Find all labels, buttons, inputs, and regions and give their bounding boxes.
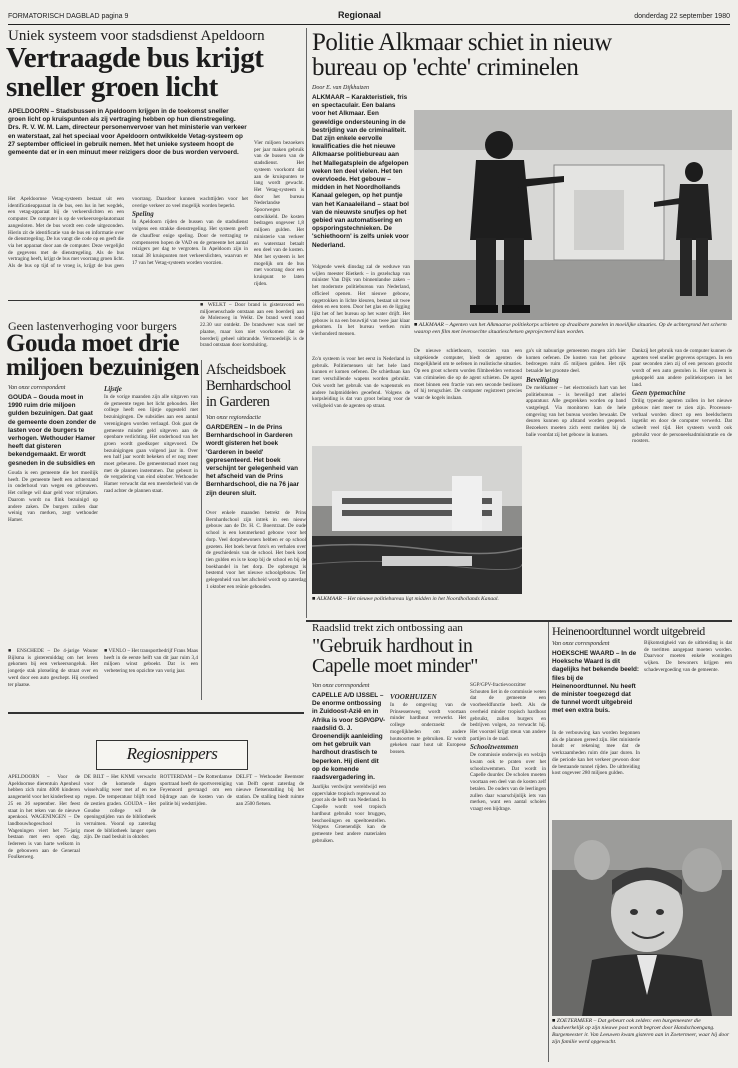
alkmaar-body-5: De meldkamer – het electronisch hart van het politiebureau – is beveiligd met allerlei apparatuur. Alle gesprekken worden op band vastgelegd. Via monitoren kan de hele omgeving van het bureau worden bewaakt. De deuren kunnen op afstand worden geopend. Bezoekers moeten zich eerst melden bij de balie voordat zij het gebouw in kunnen. <box>526 384 626 438</box>
capelle-body-col2 <box>390 692 466 1056</box>
regio-col1 <box>8 774 80 1062</box>
regio-item-6: DELFT – Wethouder Beemster van Delft opent zaterdag de nieuwe fietsenstalling bij het station. De stalling biedt ruimte aan 2500 fietsen. <box>236 774 304 807</box>
regio-item-3: DE BILT – Het KNMI verwacht voor de komende dagen wisselvallig weer met af en toe regen. De temperatuur blijft rond de zestien graden. <box>84 774 156 807</box>
mayor-illustration <box>552 820 732 1016</box>
shooting-range-illustration <box>414 110 732 320</box>
regio-item-4: GOUDA – Het Goudse college wil de openingstijden van de bibliotheek verruimen. Vooral op zaterdag moet de bibliotheek langer open zijn. De raad besluit in oktober. <box>84 800 156 841</box>
alkmaar-byline: Door E. van Dijkhuizen <box>312 85 369 91</box>
afscheid-headline-line1: Afscheidsboek <box>206 362 286 378</box>
bus-body-2: In Apeldoorn rijden de bussen van de stadsdienst volgens een strakke dienstregeling. Het systeem geeft de chauffeur enige speling. Door de vertraging te compenseren hopen de VAD en de gemeente het aantal reizigers per dag te vergroten. In Apeldoorn zijn in totaal 38 kruispunten met verkeerslichten, waarvan er 17 van het Vetag-systeem worden voorzien. <box>132 219 248 266</box>
bus-body-col3: Vier miljoen bezoekers per jaar maken gebruik van de bussen van de stadsdienst. Het systeem voorkomt dat aan de kruispunten te lang wordt gewacht. Het Vetag-systeem is door het bureau Nederlandse Spoorwegen ontwikkeld. De kosten bedragen ongeveer 1,8 miljoen gulden. Het ministerie van verkeer en waterstaat betaalt een deel van de kosten. Met het systeem is het mogelijk om de bus met voorrang door een kruispunt te laten rijden. <box>254 140 304 287</box>
capelle-subhead-voorhuizen: VOORHUIZEN <box>390 693 437 701</box>
brand-brief: ■ WELKT – Door brand is gisteravond een miljoenenschade ontstaan aan een boerderij aan de Molenweg in Welkt. De brand werd rond 22.30 uur ontdekt. De brandweer was snel ter plaatse, maar kon niet voorkomen dat de boerderij geheel uitbrandde. Vermoedelijk is de brand ontstaan door kortsluiting. <box>200 302 304 349</box>
capelle-headline <box>312 636 542 676</box>
regio-title: Regiosnippers <box>126 744 218 763</box>
brand-brief-text: WELKT – Door brand is gisteravond een miljoenenschade ontstaan aan een boerderij aan de Molenweg in Welkt. De brand werd rond 22.30 uur ontdekt. De brandweer was snel ter plaatse, maar kon niet voorkomen dat de boerderij geheel uitbrandde. Vermoedelijk is de brand ontstaan door kortsluiting. <box>200 302 304 349</box>
gouda-kicker: Geen lastenverhoging voor burgers <box>8 319 177 333</box>
regio-item-2: WAGENINGEN – De landbouwhogeschool in Wageningen viert het 75-jarig bestaan met een open dag. Iedereen is van harte welkom in de gebouwen aan de Generaal Foulkesweg. <box>8 814 80 861</box>
afscheid-body <box>206 510 306 700</box>
bus-headline <box>6 44 302 102</box>
gouda-body-col2 <box>104 384 198 642</box>
capelle-byline: Van onze correspondent <box>312 683 370 689</box>
regio-col4 <box>236 774 304 1062</box>
gouda-body-3: De bezuinigingen gaan volgend jaar in. Over een half jaar wordt bekeken of er nog meer moet gebeuren. De gemeenteraad moet nog met de plannen instemmen. Dat gebeurt in de vergadering van eind oktober. Wethouder Hamer verwacht dat een meerderheid van de raad achter de plannen staat. <box>104 440 198 494</box>
afscheid-headline-line3: in Garderen <box>206 394 270 410</box>
gouda-body-1: Gouda is een gemeente die het moeilijk heeft. De gemeente heeft een achterstand in onderhoud van wegen en gebouwen. Het college wil daar geld voor vrijmaken. Daarom wordt nu flink bezuinigd op andere zaken. De burgers zullen daar weinig van merken, zegt wethouder Hamer. <box>8 470 98 523</box>
gouda-subhead-lijstje: Lijstje <box>104 385 122 393</box>
gouda-headline-line1: Gouda moet drie <box>6 332 180 357</box>
regio-title-box <box>96 740 248 770</box>
capelle-body-3: SGP/GPV-fractievoorzitter Schouten liet in de commissie weten dat de gemeente een voorbeeldfunctie heeft. Als de overheid minder tropisch hardhout gebruikt, zullen burgers en bedrijven volgen, zo verwacht hij. Het voorstel krijgt steun van andere partijen in de raad. <box>470 682 546 742</box>
alkmaar-body-col3 <box>526 348 626 608</box>
capelle-body-col1: Jaarlijks verdwijnt wereldwijd een oppervlakte tropisch regenwoud zo groot als de helft van Nederland. In Capelle wordt veel tropisch hardhout gebruikt voor bruggen, beschoeiingen en speeltoestellen. Volgens Groenendijk kan de gemeente best andere materialen gebruiken. <box>312 784 386 844</box>
alkmaar-subhead-beveiliging: Beveiliging <box>526 375 559 384</box>
afscheid-byline: Van onze regioredactie <box>206 415 261 421</box>
regio-col3 <box>160 774 232 1062</box>
capelle-body-4: De commissie onderwijs en welzijn kwam ook te praten over het schoolzwemmen. Dat wordt in Capelle duurder. De scholen moeten voortaan een deel van de kosten zelf betalen. De ouders van de leerlingen zullen daar waarschijnlijk iets van merken, want een aantal scholen vraagt een bijdrage. <box>470 752 546 812</box>
alkmaar-body-2: De nieuwe schiethoorn, voorzien van een uitgekiende computer, biedt de agenten de mogelijkheid om te oefenen in realistische situaties. Op een groot scherm worden filmbeelden vertoond van criminelen die op de agent schieten. De agent moet binnen een fractie van een seconde beslissen of hij terugschiet. De computer registreert precies waar de kogels inslaan. <box>414 348 522 401</box>
regio-item-1: APELDOORN – Voor de Apeldoornse dierentuin Apenheul hebben zich ruim 4000 kinderen aangemeld voor het kinderfeest op 25 en 26 september. Het feest staat in het teken van de nieuwe apenkooi. <box>8 774 80 821</box>
mayor-caption: ■ ZOETERMEER – Dat gebeurt ook zelden: een burgemeester die daadwerkelijk op zijn nieuwe post wordt begroet door Handschoengang. Burgemeester ir. Van Leeuwen kwam gisteren aan in Zoetermeer, waar hij door zijn familie werd opgewacht. <box>552 1018 730 1045</box>
shooting-range-photo <box>414 110 732 320</box>
alkmaar-headline-line1: Politie Alkmaar schiet in nieuw <box>312 30 612 56</box>
heinenoord-lead: HOEKSCHE WAARD – In de Hoeksche Waard is dit dagelijks het bekende beeld: files bij de Heinenoordtunnel. Nu heeft de minister toegezegd dat de tunnel wordt uitgebreid met een extra buis. <box>552 650 640 715</box>
paper-name: FORMATORISCH DAGBLAD pagina 9 <box>8 13 129 20</box>
afscheid-body-1: Over enkele maanden betrekt de Prins Bernhardschool zijn intrek in een nieuw gebouw aan de Dr. H. C. Boerstraat. De oude school is een kenmerkend gebouw voor het dorp. Veel dorpsbewoners hebben er op school gezeten. Het boek bevat foto's en verhalen over de geschiedenis van de school. <box>206 510 306 557</box>
capelle-headline-line1: "Gebruik hardhout in <box>312 636 473 657</box>
gouda-headline <box>6 332 200 380</box>
venlo-brief-text: VENLO – Het transportbedrijf Frans Maas heeft in de eerste helft van dit jaar ruim 3,4 miljoen winst geboekt. Dat is een verbetering ten opzichte van vorig jaar. <box>104 648 198 675</box>
regio-item-5: ROTTERDAM – De Rotterdamse sportraad heeft de sportvereniging Feyenoord gevraagd om een bijdrage aan de kosten van de politie bij wedstrijden. <box>160 774 232 807</box>
mayor-photo <box>552 820 732 1016</box>
capelle-headline-line2: Capelle moet minder" <box>312 655 478 676</box>
gouda-body-2: In de vorige maanden zijn alle uitgaven van de gemeente tegen het licht gehouden. Het college heeft een lijstje opgesteld met bezuinigingen. De subsidies aan een aantal verenigingen worden verlaagd. Ook gaat de gemeente minder geld uitgeven aan de openbare verlichting. Het onderhoud van het groen wordt goedkoper uitgevoerd. <box>104 394 198 447</box>
bus-lead: APELDOORN – Stadsbussen in Apeldoorn krijgen in de toekomst sneller groen licht op kruispunten als zij vertraging hebben op hun dienstregeling. Drs. R. V. W. M. Lam, directeur personenvervoer van het ministerie van verkeer en waterstaat, zal het speciaal voor Apeldoorn ontwikkelde Vetag-systeem op 27 september officieel in gebruik nemen. Met het unieke systeem hoopt de gemeente dat er in een minuut meer reizigers door de bus worden vervoerd. <box>8 108 247 157</box>
heinenoord-byline: Van onze correspondent <box>552 641 610 647</box>
afscheid-lead: GARDEREN – In de Prins Bernhardschool in Garderen wordt gisteren het boek 'Garderen in beeld' gepresenteerd. Het boek verschijnt ter gelegenheid van het afscheid van de Prins Bernhardschool, die na 76 jaar zijn deuren sluit. <box>206 424 300 497</box>
heinenoord-headline: Heinenoordtunnel wordt uitgebreid <box>552 624 705 638</box>
section-name: Regionaal <box>338 10 382 20</box>
capelle-lead: CAPELLE A/D IJSSEL – De enorme ontbossing in Zuidoost-Azië en in Afrika is voor SGP/GPV-raadslid G. J. Groenendijk aanleiding om het gebruik van hardhout drastisch te beperken. Hij dient dit op de komende raadsvergadering in. <box>312 692 386 782</box>
mayor-caption-text: ZOETERMEER – Dat gebeurt ook zelden: een burgemeester die daadwerkelijk op zijn nieuwe post wordt begroet door Handschoengang. Burgemeester ir. Van Leeuwen kwam gisteren aan in Zoetermeer, waar hij door zijn familie werd opgewacht. <box>552 1018 730 1045</box>
heinenoord-body-1: In de verbouwing kan worden begonnen als de plannen gereed zijn. Het ministerie houdt er rekening mee dat de werkzaamheden ruim drie jaar duren. In die periode kan het verkeer gewoon door de bestaande tunnel rijden. De uitbreiding kost ongeveer 280 miljoen gulden. <box>552 730 640 777</box>
gouda-lead: GOUDA – Gouda moet in 1990 ruim drie miljoen gulden bezuinigen. Dat gaat de gemeente doen zonder de lasten voor de burgers te verhogen. Wethouder Hamer heeft dat gisteren bekendgemaakt. Er wordt gesneden in de subsidies en <box>8 394 97 467</box>
bus-subhead-speling: Speling <box>132 210 154 219</box>
gouda-headline-line2: miljoen bezuinigen <box>6 354 200 380</box>
bus-headline-line2: sneller groen licht <box>6 71 218 102</box>
capelle-body-2: In de omgeving van de Prinsessenweg wordt voortaan minder hardhout verwerkt. Het college onderzoekt de mogelijkheden om andere houtsoorten te gebruiken. Er wordt gekeken naar hout uit Europese bossen. <box>390 702 466 755</box>
heinenoord-body-2: Bijkomstigheid van de uitbreiding is dat de toeritten aangepast moeten worden. Daarvoor moeten enkele woningen wijken. De bewoners krijgen een schadevergoeding van de gemeente. <box>644 640 732 673</box>
bus-body-1: Het Apeldoornse Vetag-systeem bestaat uit een identificatieapparaat in de bus, een lus in het wegdek, een vetag-apparaat bij de verkeerslichten en een computer. De computer is op de verkeersregelautomaat aangesloten. Met de bus wordt een code uitgezonden. Hierin zit de identificatie van de bus en informatie over de dienstregeling. De lus vangt die code op en geeft die via het apparaat door aan de computer. Deze vergelijkt de gegevens met de dienstregeling. Als de bus vertraging heeft, krijgt de bus met voorrang groen licht. Als de bus op tijd of te vroeg is, krijgt de bus geen voorrang. Daardoor kunnen wachttijden voor het overige verkeer zo veel mogelijk worden beperkt. <box>8 196 248 270</box>
alkmaar-photo-caption-text: ALKMAAR – Agenten van het Alkmaarse politiekorps schieten op draaibare panelen in moeilijke situaties. Op de achtergrond het scherm waarop een film met levensechte situatieschetsen geprojecteerd kan worden. <box>414 322 727 335</box>
alkmaar-body-7: Drilig typende agenten zullen in het nieuwe gebouw niet meer te zien zijn. Processen-verbaal worden direct op een beeldscherm ingetikt en door de computer verwerkt. Dat scheelt veel tijd. Het systeem wordt ook gebruikt voor de personeelsadministratie en de roosters. <box>632 398 732 445</box>
capelle-subhead-schoolzwemmen: Schoolzwemmen <box>470 743 519 752</box>
police-station-caption-text: ALKMAAR – Het nieuwe politiebureau ligt midden in het Noordhollands Kanaal. <box>316 596 499 602</box>
alkmaar-body-1: Volgende week dinsdag zal de weduwe van wijlen meester Rietkerk – in gezelschap van minister Van Dijk van binnenlandse zaken – het modernste politiebureau van Nederland, officieel openen. Het nieuwe gebouw, opgetrokken in lichte kleuren, bestaat uit twee delen en een toren. Door het glas en de ligging lijkt het of het bureau op het water drijft. Het gebouw is na een bouwtijd van twee jaar klaar gekomen. In het bureau werken ruim vierhonderd mensen. <box>312 264 410 338</box>
enschede-brief-text: ENSCHEDE – De 4-jarige Wouter Bijlsma is gisteremiddag om het leven gekomen bij een verkeersongeluk. Het jongetje stak plotseling de straat over en werd door een auto geschept. Hij overleed ter plaatse. <box>8 648 98 688</box>
police-station-illustration <box>312 446 522 594</box>
venlo-brief: ■ VENLO – Het transportbedrijf Frans Maas heeft in de eerste helft van dit jaar ruim 3,4 miljoen winst geboekt. Dat is een verbetering ten opzichte van vorig jaar. <box>104 648 198 675</box>
afscheid-headline <box>206 362 306 410</box>
capelle-body-col3 <box>470 682 546 1056</box>
bus-headline-line1: Vertraagde bus krijgt <box>6 44 264 74</box>
capelle-kicker: Raadslid trekt zich ontbossing aan <box>312 622 463 634</box>
alkmaar-body-col4 <box>632 348 732 608</box>
alkmaar-headline <box>312 30 732 80</box>
afscheid-body-2: Het boek kost tien gulden en is te koop bij de school en bij de boekhandel in het dorp. De opbrengst is bestemd voor het nieuwe schoolgebouw. Ter gelegenheid van het afscheid wordt op zaterdag 1 oktober een reünie gehouden. <box>206 550 306 590</box>
alkmaar-headline-line2: bureau op 'echte' criminelen <box>312 54 579 80</box>
page-header <box>8 10 730 25</box>
alkmaar-body-3: Zo'n systeem is voor het eerst in Nederland in gebruik. Politiemensen uit het hele land kunnen er komen oefenen. De schietbaan kan met verschillende wapens worden gebruikt. Ook wordt het gebruik van de wapenstok en andere hulpmiddelen geoefend. Volgens de korpsleiding is dat van groot belang voor de veiligheid van de agenten op straat. <box>312 356 410 409</box>
alkmaar-lead: ALKMAAR – Karakteristiek, fris en spectaculair. Een balans voor het Alkmaar. Een geweldige ondersteuning in de bestrijding van de criminaliteit. Dat zijn enkele eervolle kwalificaties die het nieuwe Alkmaarse politiebureau aan het Mallegatsplein de afgelopen weken ten deel vielen. Het ten overvloede. Het gebouw – midden in het Noordhollands Kanaal gelegen, op het puntje van het Kanaaleiland – staat bol van de nieuwste snufjes op het gebied van automatisering en opsporingstechnieken. De 'schiethoorn' is zelfs uniek voor Nederland. <box>312 94 409 249</box>
police-station-caption: ■ ALKMAAR – Het nieuwe politiebureau ligt midden in het Noordhollands Kanaal. <box>312 596 499 602</box>
gouda-byline: Van onze correspondent <box>8 385 66 391</box>
police-station-photo <box>312 446 522 594</box>
regio-col2 <box>84 774 156 1062</box>
issue-date: donderdag 22 september 1980 <box>634 13 730 20</box>
alkmaar-body-6: Dankzij het gebruik van de computer kunnen de agenten veel sneller gegevens opvragen. In een paar seconden zien zij of een persoon gezocht wordt of een auto gestolen is. Het systeem is gekoppeld aan andere politiekorpsen in het land. <box>632 348 732 388</box>
alkmaar-body-4: ga's uit nabuurige gemeenten mogen zich hier komen oefenen. De kosten van het gebouw bedroegen ruim 45 miljoen gulden. Het rijk betaalde het grootste deel. <box>526 348 626 375</box>
alkmaar-photo-caption: ■ ALKMAAR – Agenten van het Alkmaarse politiekorps schieten op draaibare panelen in moeilijke situaties. Op de achtergrond het scherm waarop een film met levensechte situatieschetsen geprojecteerd kan worden. <box>414 322 727 335</box>
alkmaar-subhead-geen: Geen typemachine <box>632 389 686 398</box>
afscheid-headline-line2: Bernhardschool <box>206 378 291 394</box>
enschede-brief: ■ ENSCHEDE – De 4-jarige Wouter Bijlsma is gisteremiddag om het leven gekomen bij een verkeersongeluk. Het jongetje stak plotseling de straat over en werd door een auto geschept. Hij overleed ter plaatse. <box>8 648 98 688</box>
bus-kicker: Uniek systeem voor stadsdienst Apeldoorn <box>8 28 265 44</box>
bus-body <box>8 196 248 296</box>
